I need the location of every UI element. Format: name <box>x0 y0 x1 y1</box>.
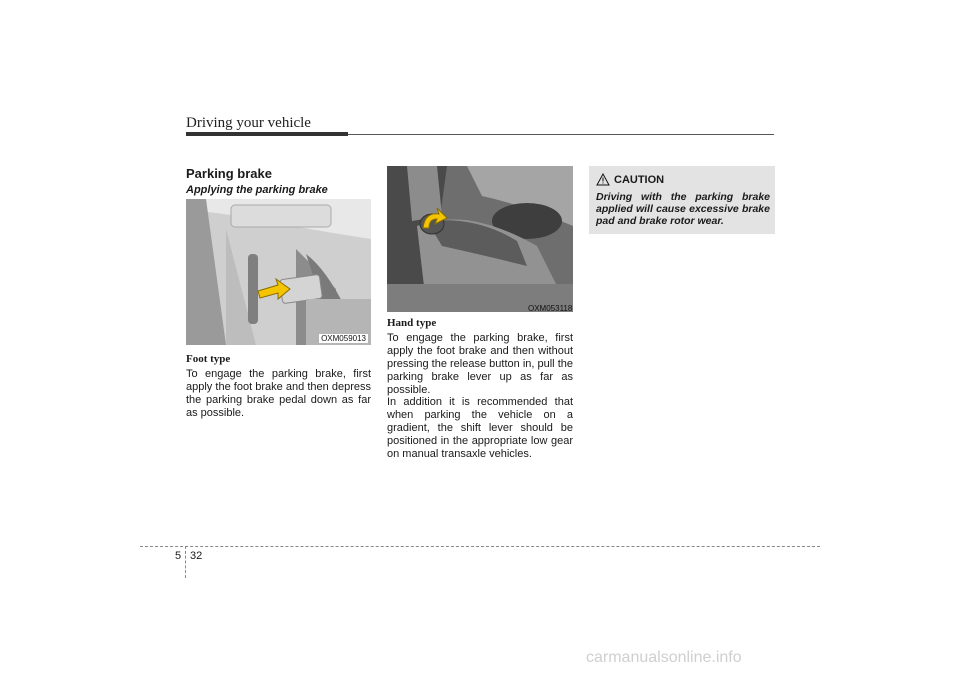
foot-figure-code: OXM059013 <box>321 334 366 343</box>
header-rule <box>348 134 774 135</box>
foot-type-text: To engage the parking brake, first apply the foot brake and then depress the parking brake pedal down as far as possible. <box>186 368 371 419</box>
hand-brake-photo <box>387 166 573 312</box>
hand-type-text-2: In addition it is recommended that when parking the vehicle on a gradient, the shift lever should be positioned in the appropriate low gear on manual transaxle vehicles. <box>387 396 573 460</box>
footer-rule <box>140 546 820 547</box>
header-rule-thick <box>186 132 348 136</box>
footer-divider <box>185 546 186 578</box>
hand-type-text-1: To engage the parking brake, first apply the foot brake and then without pressing the release button in, pull the parking brake lever up as far as possible. <box>387 332 573 396</box>
page-number: 32 <box>190 550 203 562</box>
header-title: Driving your vehicle <box>186 115 311 131</box>
hand-type-heading: Hand type <box>387 317 437 329</box>
warning-triangle-icon <box>596 173 610 186</box>
watermark: carmanualsonline.info <box>586 649 742 666</box>
section-subtitle: Applying the parking brake <box>186 184 328 196</box>
foot-brake-photo <box>186 199 371 345</box>
caution-text: Driving with the parking brake applied will cause excessive brake pad and brake rotor wear. <box>596 191 770 227</box>
hand-brake-illustration <box>387 166 573 312</box>
caution-title: CAUTION <box>614 174 665 186</box>
hand-figure-code: OXM053118 <box>528 304 573 313</box>
section-title: Parking brake <box>186 166 272 181</box>
foot-brake-illustration <box>186 199 371 345</box>
chapter-number: 5 <box>175 550 182 562</box>
foot-type-heading: Foot type <box>186 353 231 365</box>
